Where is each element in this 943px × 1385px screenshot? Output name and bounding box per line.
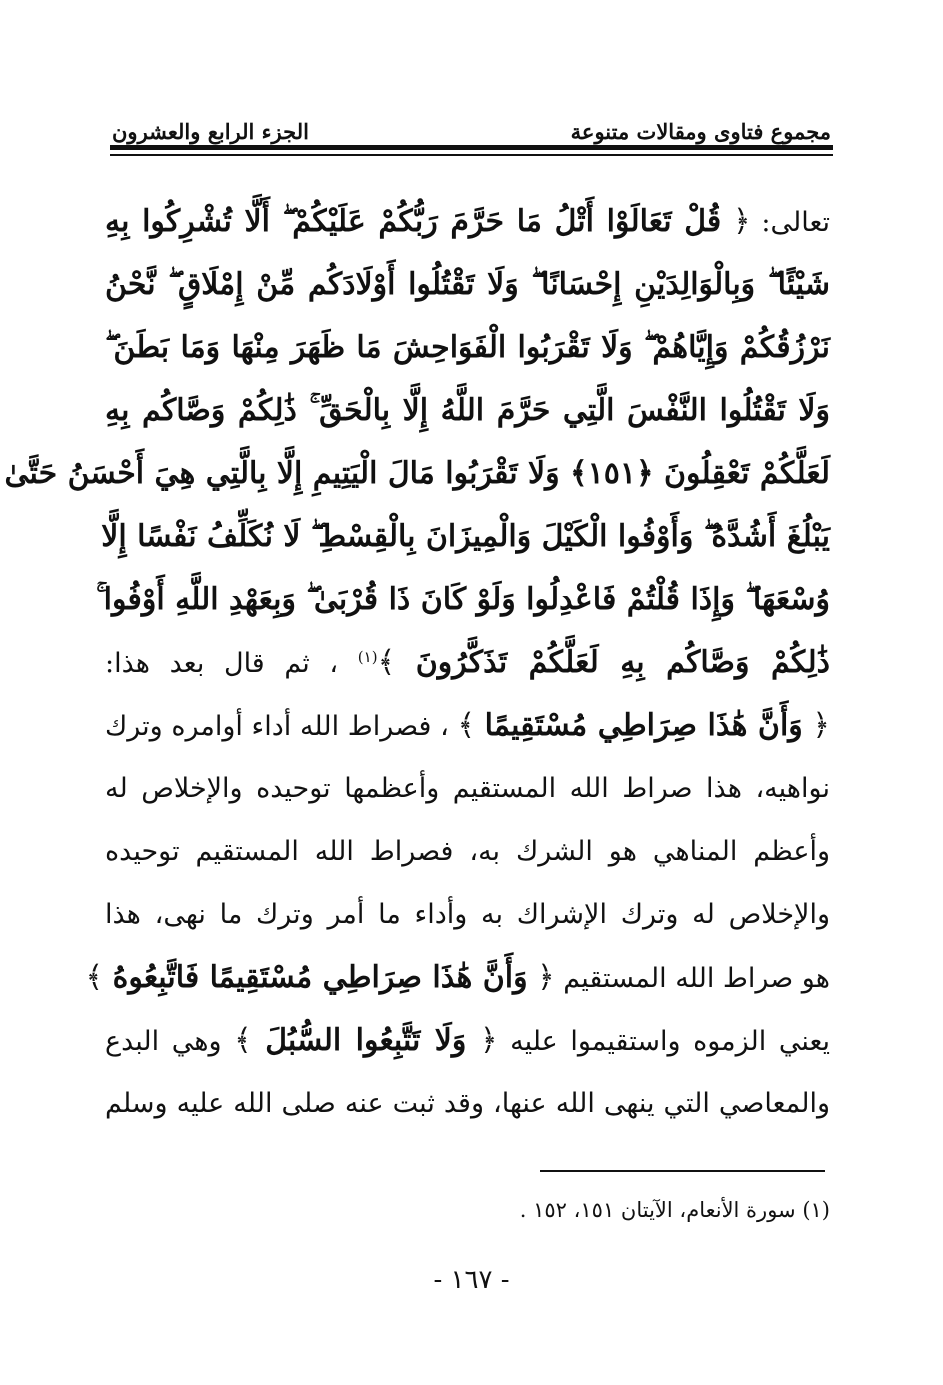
text-line-5	[4, 442, 830, 505]
quran-verse: يَبْلُغَ أَشُدَّهُ ۖ وَأَوْفُوا الْكَيْلَ وَالْمِيزَانَ بِالْقِسْطِ ۖ لَا نُكَلِّفُ نَفْسًا إِلَّا	[101, 519, 830, 554]
text-line-3	[105, 316, 830, 379]
quran-verse: قُلْ تَعَالَوْا أَتْلُ مَا حَرَّمَ رَبُّكُمْ عَلَيْكُمْ ۖ أَلَّا تُشْرِكُوا بِهِ	[105, 204, 722, 239]
page-number: - ١٦٧ -	[433, 1265, 510, 1295]
quran-verse: وَلَا تَتَّبِعُوا السُّبُلَ	[265, 1023, 467, 1058]
text-line-13: هو صراط الله المستقيم ﴿ وَأَنَّ هَٰذَا صِرَاطِي مُسْتَقِيمًا فَاتَّبِعُوهُ ﴾	[85, 960, 830, 995]
quran-verse: وَأَنَّ هَٰذَا صِرَاطِي مُسْتَقِيمًا	[484, 708, 803, 743]
footnote-rule	[540, 1170, 825, 1172]
quran-verse: وَلَا تَقْتُلُوا النَّفْسَ الَّتِي حَرَّمَ اللَّهُ إِلَّا بِالْحَقِّ ۚ ذَٰلِكُمْ وَصَّاكُم بِهِ	[105, 393, 830, 428]
text-line-1: تعالى: ﴿ قُلْ تَعَالَوْا أَتْلُ مَا حَرَّمَ رَبُّكُمْ عَلَيْكُمْ ۖ أَلَّا تُشْرِكُوا بِهِ	[105, 204, 830, 239]
text-line-10: نواهيه، هذا صراط الله المستقيم وأعظمها توحيده والإخلاص له	[105, 773, 830, 804]
quran-verse: وُسْعَهَا ۖ وَإِذَا قُلْتُمْ فَاعْدِلُوا وَلَوْ كَانَ ذَا قُرْبَىٰ ۖ وَبِعَهْدِ اللَّهِ أَوْفُوا ۚ	[96, 582, 830, 617]
quran-verse: ذَٰلِكُمْ وَصَّاكُم بِهِ لَعَلَّكُمْ تَذَكَّرُونَ	[415, 645, 830, 680]
quran-verse: لَعَلَّكُمْ تَعْقِلُونَ ﴿١٥١﴾ وَلَا تَقْرَبُوا مَالَ الْيَتِيمِ إِلَّا بِالَّتِي هِيَ أَحْسَنُ حَتَّىٰ	[4, 456, 830, 491]
text-line-15: والمعاصي التي ينهى الله عنها، وقد ثبت عنه صلى الله عليه وسلم	[105, 1088, 830, 1119]
text-line-7	[96, 568, 830, 631]
body-text	[4, 190, 831, 1135]
header-rule-thin	[110, 154, 833, 156]
volume-title: الجزء الرابع والعشرون	[112, 119, 309, 144]
text-line-6	[101, 505, 830, 568]
quran-verse: شَيْئًا ۖ وَبِالْوَالِدَيْنِ إِحْسَانًا ۖ وَلَا تَقْتُلُوا أَوْلَادَكُم مِّنْ إِمْلَاقٍ ۖ نَّحْنُ	[105, 267, 830, 302]
text-line-9: ﴿ وَأَنَّ هَٰذَا صِرَاطِي مُسْتَقِيمًا ﴾ ، فصراط الله أداء أوامره وترك	[105, 708, 830, 743]
text-line-2	[105, 253, 830, 316]
text-line-14: يعني الزموه واستقيموا عليه ﴿ وَلَا تَتَّبِعُوا السُّبُلَ ﴾ وهي البدع	[105, 1023, 831, 1058]
quran-verse: وَأَنَّ هَٰذَا صِرَاطِي مُسْتَقِيمًا فَاتَّبِعُوهُ	[112, 960, 528, 995]
text-line-11: وأعظم المناهي هو الشرك به، فصراط الله المستقيم توحيده	[105, 836, 830, 867]
footnote-ref: (١)	[357, 648, 378, 666]
quran-verse: نَرْزُقُكُمْ وَإِيَّاهُمْ ۖ وَلَا تَقْرَبُوا الْفَوَاحِشَ مَا ظَهَرَ مِنْهَا وَمَا بَطَنَ ۖ	[105, 330, 830, 365]
footnote: (١) سورة الأنعام، الآيتان ١٥١، ١٥٢ .	[519, 1198, 830, 1222]
text-line-8: ذَٰلِكُمْ وَصَّاكُم بِهِ لَعَلَّكُمْ تَذَكَّرُونَ ﴾$^{(١)}$ ، ثم قال بعد هذا:	[105, 645, 830, 680]
running-header	[112, 108, 831, 144]
header-rule-thick	[110, 145, 833, 150]
text-line-12: والإخلاص له وترك الإشراك به وأداء ما أمر وترك ما نهى، هذا	[105, 899, 830, 930]
book-title: مجموع فتاوى ومقالات متنوعة	[570, 119, 831, 144]
text-line-4	[105, 379, 830, 442]
